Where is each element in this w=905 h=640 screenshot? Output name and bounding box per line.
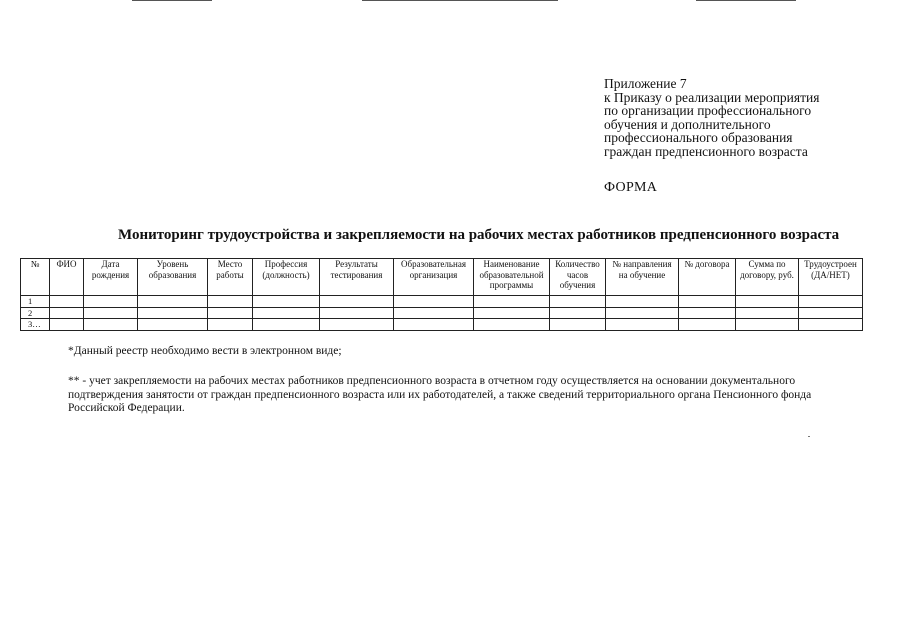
- table-cell: [799, 307, 863, 319]
- monitoring-table: [20, 258, 863, 331]
- table-cell: [606, 296, 679, 308]
- table-cell: [606, 319, 679, 331]
- appendix-header: [604, 77, 874, 158]
- table-cell: [138, 296, 208, 308]
- table-cell: [84, 319, 138, 331]
- column-header: Дата рождения: [84, 259, 138, 296]
- table-body: [21, 296, 863, 331]
- appendix-line: к Приказу о реализации мероприятия: [604, 89, 820, 105]
- table-cell: [253, 296, 320, 308]
- table-cell: [208, 296, 253, 308]
- table-cell: [208, 319, 253, 331]
- scan-artifact-line: [132, 0, 212, 1]
- table-cell: [799, 319, 863, 331]
- table-cell: [474, 319, 550, 331]
- table-cell: [84, 296, 138, 308]
- table-cell: [138, 307, 208, 319]
- table-cell: [736, 296, 799, 308]
- table-cell: [394, 319, 474, 331]
- table-cell: [736, 307, 799, 319]
- table-cell: [550, 296, 606, 308]
- column-header: Профессия (должность): [253, 259, 320, 296]
- table-cell: [320, 319, 394, 331]
- table-cell: [253, 319, 320, 331]
- column-header: Результаты тестирования: [320, 259, 394, 296]
- table-cell: [84, 307, 138, 319]
- table-row: [21, 296, 863, 308]
- document-title: Мониторинг трудоустройства и закрепляемости на рабочих местах работников предпенсионного возраста: [118, 227, 840, 243]
- column-header: Место работы: [208, 259, 253, 296]
- appendix-line: граждан предпенсионного возраста: [604, 143, 808, 159]
- appendix-line: обучения и дополнительного: [604, 116, 771, 132]
- table-cell: [394, 296, 474, 308]
- form-label: ФОРМА: [604, 180, 658, 195]
- column-header: Количество часов обучения: [550, 259, 606, 296]
- table-cell: [320, 307, 394, 319]
- row-number-cell: 3…: [21, 319, 50, 331]
- table-cell: [679, 307, 736, 319]
- footnote-accounting: ** - учет закрепляемости на рабочих местах работников предпенсионного возраста в отчетном году осуществляется на основании документального подтверждения занятости от граждан предпенсионного возраста или их работодателей, а также сведений территориального органа Пенсионного фонда Российской Федерации.: [68, 375, 812, 414]
- appendix-line: по организации профессионального: [604, 103, 812, 118]
- scan-speck: [808, 436, 810, 437]
- table-cell: [50, 319, 84, 331]
- column-header: № договора: [679, 259, 736, 296]
- table-cell: [679, 296, 736, 308]
- table-row: [21, 319, 863, 331]
- row-number-cell: 2: [21, 307, 50, 319]
- column-header: Трудоустроен (ДА/НЕТ): [799, 259, 863, 296]
- table-cell: [208, 307, 253, 319]
- table-row: [21, 307, 863, 319]
- table-cell: [679, 319, 736, 331]
- appendix-line: Приложение 7: [604, 76, 687, 91]
- table-cell: [606, 307, 679, 319]
- column-header: Наименование образовательной программы: [474, 259, 550, 296]
- table-cell: [50, 296, 84, 308]
- scan-artifact-line: [696, 0, 796, 1]
- column-header: Уровень образования: [138, 259, 208, 296]
- column-header: ФИО: [50, 259, 84, 296]
- table-cell: [320, 296, 394, 308]
- table-cell: [394, 307, 474, 319]
- table-cell: [736, 319, 799, 331]
- appendix-line: профессионального образования: [604, 130, 793, 145]
- table-header-row: [21, 259, 863, 296]
- table-cell: [799, 296, 863, 308]
- column-header: №: [21, 259, 50, 296]
- column-header: Образовательная организация: [394, 259, 474, 296]
- column-header: Сумма по договору, руб.: [736, 259, 799, 296]
- table-cell: [138, 319, 208, 331]
- table-cell: [253, 307, 320, 319]
- column-header: № направления на обучение: [606, 259, 679, 296]
- table-cell: [474, 296, 550, 308]
- table-cell: [550, 319, 606, 331]
- table-cell: [474, 307, 550, 319]
- row-number-cell: 1: [21, 296, 50, 308]
- scan-artifact-line: [362, 0, 558, 1]
- table-cell: [50, 307, 84, 319]
- table-cell: [550, 307, 606, 319]
- footnote-electronic: *Данный реестр необходимо вести в электронном виде;: [68, 345, 342, 357]
